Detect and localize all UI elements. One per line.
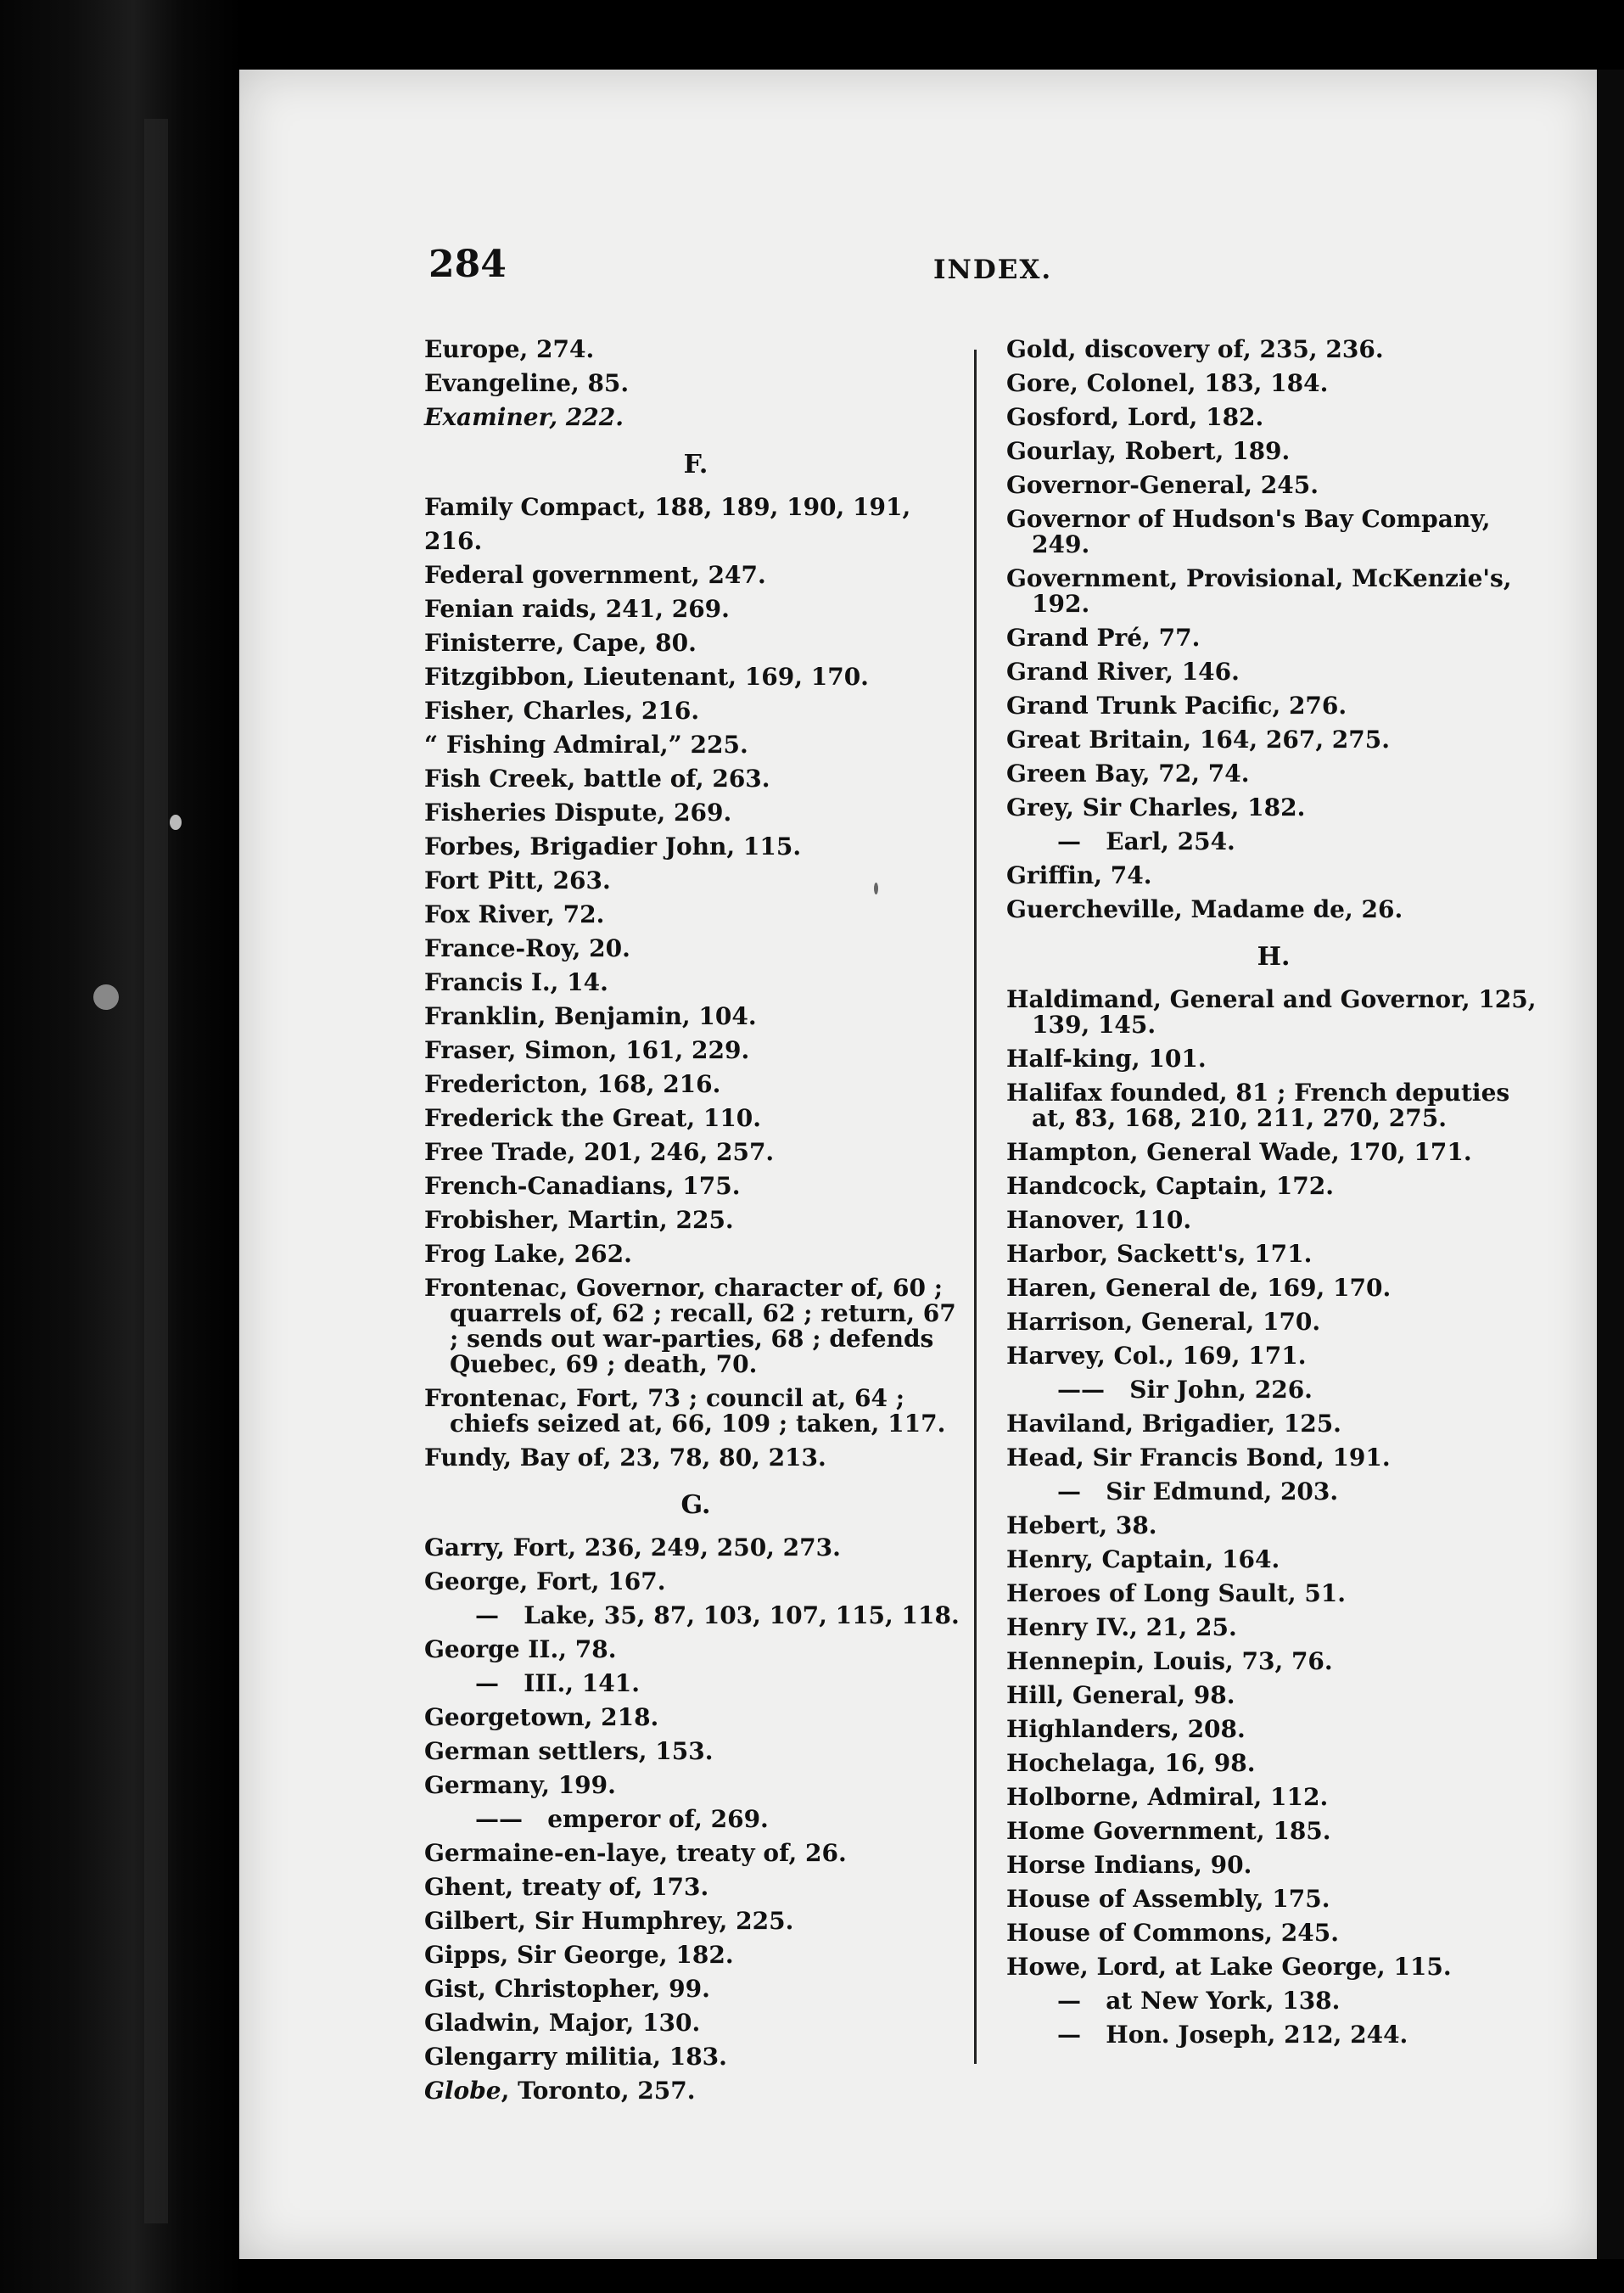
index-entry: Guercheville, Madame de, 26.: [1006, 895, 1403, 923]
index-entry: German settlers, 153.: [424, 1737, 714, 1765]
index-entry: House of Commons, 245.: [1006, 1919, 1339, 1947]
index-entry: Francis I., 14.: [424, 968, 608, 996]
index-entry: Harvey, Col., 169, 171.: [1006, 1342, 1307, 1370]
index-column-right: [1006, 333, 1545, 2052]
index-entry: Georgetown, 218.: [424, 1703, 659, 1731]
book-binding-shadow: [0, 0, 242, 2293]
index-entry: Gosford, Lord, 182.: [1006, 403, 1264, 431]
index-entry: Haldimand, General and Governor, 125, 139, 145.: [1006, 985, 1545, 1039]
scan-speck: [874, 883, 878, 894]
index-entry: Fundy, Bay of, 23, 78, 80, 213.: [424, 1444, 826, 1472]
page-title: INDEX.: [933, 255, 1053, 285]
index-entry: Europe, 274.: [424, 335, 595, 363]
index-entry: Fish Creek, battle of, 263.: [424, 765, 770, 793]
index-entry: Fenian raids, 241, 269.: [424, 595, 730, 623]
italic-title: Globe: [424, 2077, 501, 2105]
index-entry: Grey, Sir Charles, 182.: [1006, 793, 1306, 821]
index-entry: Hennepin, Louis, 73, 76.: [1006, 1647, 1333, 1675]
index-entry: —— emperor of, 269.: [475, 1805, 769, 1833]
index-entry: Gipps, Sir George, 182.: [424, 1941, 734, 1969]
index-entry: — Hon. Joseph, 212, 244.: [1057, 2021, 1408, 2049]
index-entry: Garry, Fort, 236, 249, 250, 273.: [424, 1533, 841, 1561]
index-entry: Gold, discovery of, 235, 236.: [1006, 335, 1384, 363]
index-entry: Gilbert, Sir Humphrey, 225.: [424, 1907, 794, 1935]
index-entry: France-Roy, 20.: [424, 934, 630, 962]
index-entry: Frontenac, Fort, 73 ; council at, 64 ; chiefs seized at, 66, 109 ; taken, 117.: [424, 1384, 946, 1438]
binding-stripe: [144, 119, 168, 2223]
index-entry: —— Sir John, 226.: [1057, 1376, 1313, 1404]
index-entry: Handcock, Captain, 172.: [1006, 1172, 1334, 1200]
index-entry: George II., 78.: [424, 1635, 617, 1663]
index-entry: — Earl, 254.: [1057, 827, 1235, 855]
index-entry: Holborne, Admiral, 112.: [1006, 1783, 1329, 1811]
scan-speck: [93, 984, 119, 1010]
index-entry: Free Trade, 201, 246, 257.: [424, 1138, 775, 1166]
index-entry: Grand Pré, 77.: [1006, 624, 1201, 652]
index-column-left: [424, 333, 967, 2108]
index-entry: Harrison, General, 170.: [1006, 1308, 1321, 1336]
index-entry: Finisterre, Cape, 80.: [424, 629, 697, 657]
index-entry: Government, Provisional, McKenzie's, 192.: [1006, 564, 1520, 618]
index-entry: Head, Sir Francis Bond, 191.: [1006, 1444, 1391, 1472]
index-entry: French-Canadians, 175.: [424, 1172, 741, 1200]
index-entry: Germaine-en-laye, treaty of, 26.: [424, 1839, 847, 1867]
index-entry: Fisher, Charles, 216.: [424, 697, 700, 725]
index-entry: Hanover, 110.: [1006, 1206, 1192, 1234]
index-entry: Griffin, 74.: [1006, 861, 1152, 889]
index-entry: Examiner, 222.: [424, 403, 624, 431]
index-entry: Frobisher, Martin, 225.: [424, 1206, 734, 1234]
index-entry: Heroes of Long Sault, 51.: [1006, 1579, 1347, 1607]
section-letter: H.: [1257, 942, 1291, 972]
index-entry: Federal government, 247.: [424, 561, 766, 589]
index-entry: Horse Indians, 90.: [1006, 1851, 1252, 1879]
index-entry: Germany, 199.: [424, 1771, 616, 1799]
index-entry: Grand River, 146.: [1006, 658, 1240, 686]
index-entry: George, Fort, 167.: [424, 1567, 666, 1595]
index-entry: Frederick the Great, 110.: [424, 1104, 762, 1132]
index-entry: Haviland, Brigadier, 125.: [1006, 1410, 1341, 1438]
index-entry: Hampton, General Wade, 170, 171.: [1006, 1138, 1472, 1166]
index-entry: Half-king, 101.: [1006, 1045, 1207, 1073]
index-entry: Ghent, treaty of, 173.: [424, 1873, 709, 1901]
index-entry: Grand Trunk Pacific, 276.: [1006, 692, 1347, 720]
scan-speck: [170, 815, 182, 830]
index-entry: — Lake, 35, 87, 103, 107, 115, 118.: [475, 1601, 960, 1629]
index-entry: Glengarry militia, 183.: [424, 2043, 727, 2071]
index-entry: Fraser, Simon, 161, 229.: [424, 1036, 750, 1064]
index-entry: Fitzgibbon, Lieutenant, 169, 170.: [424, 663, 869, 691]
index-entry: Home Government, 185.: [1006, 1817, 1331, 1845]
index-entry: — III., 141.: [475, 1669, 640, 1697]
index-entry: Howe, Lord, at Lake George, 115.: [1006, 1953, 1452, 1981]
index-entry: Harbor, Sackett's, 171.: [1006, 1240, 1313, 1268]
index-entry: Hochelaga, 16, 98.: [1006, 1749, 1256, 1777]
index-entry: — Sir Edmund, 203.: [1057, 1477, 1339, 1505]
index-entry: Gist, Christopher, 99.: [424, 1975, 710, 2003]
index-entry: Henry IV., 21, 25.: [1006, 1613, 1237, 1641]
index-entry: Governor-General, 245.: [1006, 471, 1319, 499]
index-entry: Frontenac, Governor, character of, 60 ; quarrels of, 62 ; recall, 62 ; return, 67 ; sends out war-parties, 68 ; defends Quebec, 69 ; death, 70.: [424, 1274, 965, 1378]
index-entry: House of Assembly, 175.: [1006, 1885, 1330, 1913]
index-entry: Henry, Captain, 164.: [1006, 1545, 1280, 1573]
index-entry: Evangeline, 85.: [424, 369, 630, 397]
index-entry: Highlanders, 208.: [1006, 1715, 1246, 1743]
index-entry: Fisheries Dispute, 269.: [424, 799, 732, 827]
index-entry: — at New York, 138.: [1057, 1987, 1341, 2015]
index-entry: Fox River, 72.: [424, 900, 605, 928]
index-entry: Gourlay, Robert, 189.: [1006, 437, 1291, 465]
section-letter: F.: [683, 450, 708, 479]
index-entry: Governor of Hudson's Bay Company, 249.: [1006, 505, 1499, 558]
index-entry: Great Britain, 164, 267, 275.: [1006, 726, 1391, 754]
index-entry: Hill, General, 98.: [1006, 1681, 1235, 1709]
index-entry: Gore, Colonel, 183, 184.: [1006, 369, 1329, 397]
index-entry: Fredericton, 168, 216.: [424, 1070, 721, 1098]
page-edge-shadow: [1597, 70, 1624, 2259]
index-entry: Halifax founded, 81 ; French deputies at, 83, 168, 210, 211, 270, 275.: [1006, 1079, 1518, 1132]
index-entry: Forbes, Brigadier John, 115.: [424, 833, 802, 861]
index-entry: “ Fishing Admiral,” 225.: [424, 731, 748, 759]
index-entry: Haren, General de, 169, 170.: [1006, 1274, 1392, 1302]
index-entry: Franklin, Benjamin, 104.: [424, 1002, 757, 1030]
index-entry: Frog Lake, 262.: [424, 1240, 632, 1268]
column-divider: [974, 350, 977, 2064]
section-letter: G.: [680, 1490, 711, 1520]
page-number: 284: [428, 243, 507, 286]
index-entry: Hebert, 38.: [1006, 1511, 1157, 1539]
index-entry: Family Compact, 188, 189, 190, 191, 216.: [424, 493, 919, 555]
index-entry: Green Bay, 72, 74.: [1006, 760, 1250, 788]
index-entry: Globe, Toronto, 257.: [424, 2077, 696, 2105]
index-entry: Fort Pitt, 263.: [424, 866, 611, 894]
index-entry: Gladwin, Major, 130.: [424, 2009, 701, 2037]
